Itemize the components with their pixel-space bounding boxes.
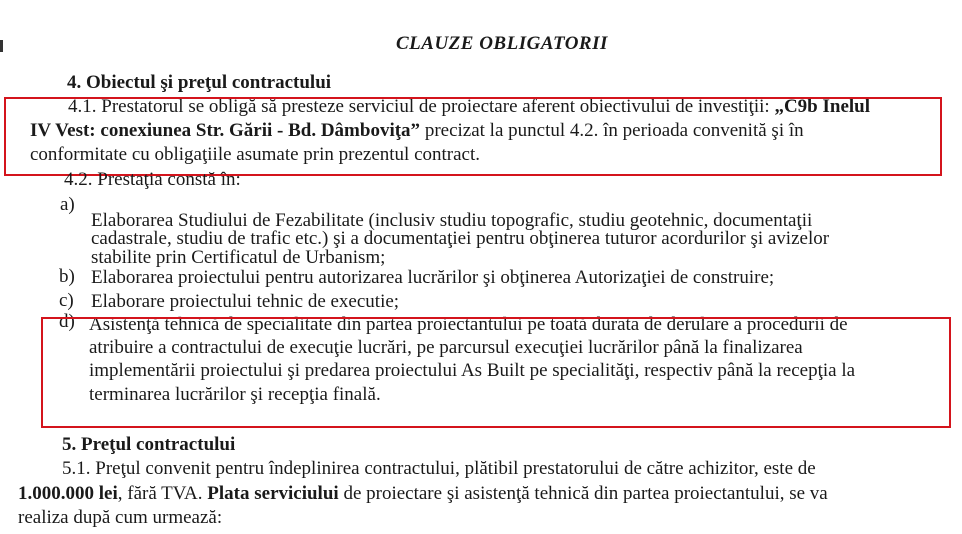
item-a-label: a) — [60, 194, 75, 215]
clause-4-1-project-name-start: „C9b Inelul — [774, 96, 871, 117]
section-5-heading: 5. Preţul contractului — [62, 434, 236, 455]
section-4-heading: 4. Obiectul şi preţul contractului — [67, 72, 332, 93]
clause-5-1-line-2 — [18, 483, 828, 505]
clause-4-1-line-2 — [30, 120, 934, 142]
item-d-line-2: atribuire a contractului de execuţie lucrări, pe parcursul execuţiei lucrărilor până la finalizarea — [89, 337, 803, 358]
vat-note: , fără TVA. — [117, 483, 203, 504]
clause-4-2-intro: 4.2. Prestaţia constă în: — [64, 169, 241, 190]
document-title: CLAUZE OBLIGATORII — [396, 33, 608, 54]
item-a-line-1: Elaborarea Studiului de Fezabilitate (inclusiv studiu topografic, studiu geotehnic, documentaţii — [91, 210, 813, 231]
clause-4-1-text-cont: precizat la punctul 4.2. în perioada convenită şi în — [424, 120, 804, 141]
item-c-label: c) — [59, 290, 74, 311]
item-c-line-1: Elaborare proiectului tehnic de executie; — [91, 291, 400, 312]
clause-4-1-line-3: conformitate cu obligaţiile asumate prin prezentul contract. — [30, 144, 481, 165]
item-a-line-3: stabilite prin Certificatul de Urbanism; — [91, 247, 386, 268]
item-b-line-1: Elaborarea proiectului pentru autorizarea lucrărilor şi obţinerea Autorizaţiei de construire; — [91, 267, 775, 288]
item-d-line-3: implementării proiectului şi predarea proiectului As Built pe specialităţi, respectiv până la recepţia la — [89, 360, 856, 381]
item-d-label: d) — [59, 311, 75, 332]
item-a-line-2: cadastrale, studiu de trafic etc.) şi a documentaţiei pentru obţinerea tuturor acordurilor şi avizelor — [91, 228, 830, 249]
scan-margin-mark — [0, 40, 3, 52]
clause-5-1-line-3: realiza după cum urmează: — [18, 507, 223, 528]
item-b-label: b) — [59, 266, 75, 287]
clause-4-1-project-name-end: IV Vest: conexiunea Str. Gării - Bd. Dâmboviţa” — [30, 120, 421, 141]
payment-label: Plata serviciului — [207, 483, 339, 504]
item-d-line-1: Asistenţă tehnică de specialitate din partea proiectantului pe toată durata de derulare a procedurii de — [89, 314, 848, 335]
clause-4-1-line-1 — [68, 96, 934, 118]
clause-5-1-line-1: 5.1. Preţul convenit pentru îndeplinirea contractului, plătibil prestatorului de către achizitor, este de — [62, 458, 816, 479]
contract-price: 1.000.000 lei — [18, 483, 118, 504]
clause-4-1-text: 4.1. Prestatorul se obligă să presteze serviciul de proiectare aferent obiectivului de investiţii: — [68, 96, 770, 117]
item-d-line-4: terminarea lucrărilor şi recepţia finală. — [89, 384, 381, 405]
payment-text: de proiectare şi asistenţă tehnică din partea proiectantului, se va — [343, 483, 828, 504]
